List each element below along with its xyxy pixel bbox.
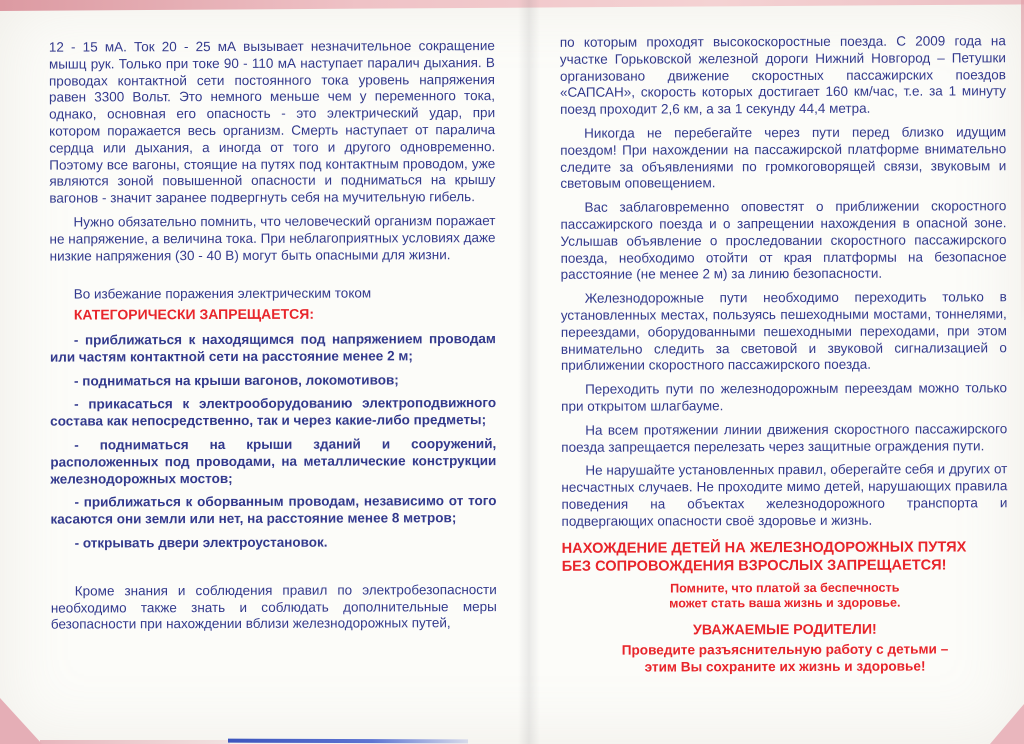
parents-note: Проведите разъяснительную работу с детьми – этим Вы сохраните их жизнь и здоровье! (621, 641, 949, 675)
right-page-column (560, 33, 1008, 676)
prohibition-item: - открывать двери электроустановок. (74, 534, 328, 551)
prohibition-item: - приближаться к находящимся под напряжением проводам или частям контактной сети на расстояние менее 2 м; (49, 331, 496, 365)
body-paragraph: Не нарушайте установленных правил, оберегайте себя и других от несчастных случаев. Не проходите мимо детей, нарушающих правила поведения на объектах железнодорожного транспорта и подвергающих опасности своё здоровье и жизнь. (561, 461, 1008, 529)
body-paragraph: по которым проходят высокоскоростные поезда. С 2009 года на участке Горьковской железной дороги Нижний Новгород – Петушки организовано движение скоростных пассажирских поездов «САПСАН», скорость которых достигает 160 км/час, т.е. за 1 минуту поезд проходит 2,6 км, а за 1 секунду 44,4 метра. (559, 33, 1007, 118)
red-warning-block (562, 538, 1008, 676)
body-paragraph: 12 - 15 мА. Ток 20 - 25 мА вызывает незначительное сокращение мышц рук. Только при токе 90 - 110 мА наступает паралич дыхания. В проводах контактной сети постоянного тока уровень напряжения равен 3300 Вольт. Это немного меньше чем у переменного тока, однако, основная его опасность - это электрический удар, при котором поражается весь организм. Смерть наступает от паралича сердца или дыхания, а иногда от того и другого одновременно. Поэтому все вагоны, стоящие на путях под контактным проводом, уже являются зоной повышенной опасности и подниматься на крышу вагонов - значит заранее подвергнуть себя на мучительную гибель. (48, 38, 496, 206)
prohibition-item: - прикасаться к электрооборудованию электроподвижного состава как непосредственно, так и через какие-либо предметы; (50, 395, 497, 429)
body-paragraph: Никогда не перебегайте через пути перед близко идущим поездом! При нахождении на пассажирской платформе внимательно следите за объявлениями по громкоговорящей связи, звуковым и световым оповещением. (560, 124, 1007, 192)
body-paragraph: Вас заблаговременно оповестят о приближении скоростного пассажирского поезда и о запрещении нахождения в опасной зоне. Услышав объявление о проследовании скоростного пассажирского поезда, необходимо отойти от края платформы на безопасное расстояние (не менее 2 м) за линию безопасности. (560, 198, 1007, 283)
prohibition-item: - подниматься на крыши вагонов, локомотивов; (74, 371, 399, 389)
body-paragraph: Переходить пути по железнодорожным переездам можно только при открытом шлагбауме. (561, 380, 1008, 414)
warning-title: КАТЕГОРИЧЕСКИ ЗАПРЕЩАЕТСЯ: (73, 305, 315, 323)
dear-parents-heading: УВАЖАЕМЫЕ РОДИТЕЛИ! (693, 621, 877, 639)
body-paragraph: Нужно обязательно помнить, что человеческий организм поражает не напряжение, а величина тока. При неблагоприятных условиях даже низкие напряжения (30 - 40 В) могут быть опасными для жизни. (49, 213, 496, 264)
body-paragraph: Кроме знания и соблюдения правил по электробезопасности необходимо также знать и соблюдать дополнительные меры безопасности при нахождении вблизи железнодорожных путей, (50, 581, 497, 632)
carelessness-note: Помните, что платой за беспечность может стать ваша жизнь и здоровье. (669, 580, 901, 611)
body-paragraph: На всем протяжении линии движения скоростного пассажирского поезда запрещается перелезать через защитные ограждения пути. (561, 421, 1008, 455)
children-prohibition-heading: НАХОЖДЕНИЕ ДЕТЕЙ НА ЖЕЛЕЗНОДОРОЖНЫХ ПУТЯХ БЕЗ СОПРОВОЖДЕНИЯ ВЗРОСЛЫХ ЗАПРЕЩАЕТСЯ! (561, 538, 967, 575)
warning-intro: Во избежание поражения электрическим током (73, 285, 372, 302)
prohibition-item: - подниматься на крыши зданий и сооружений, расположенных под проводами, на металлические конструкции железнодорожных мостов; (50, 435, 497, 487)
left-page-column (49, 38, 497, 641)
prohibition-item: - приближаться к оборванным проводам, независимо от того касаются они земли или нет, на расстояние менее 8 метров; (50, 493, 497, 527)
body-paragraph: Железнодорожные пути необходимо переходить только в установленных местах, пользуясь пешеходными мостами, тоннелями, переездами, оборудованными пешеходными переходами, при этом внимательно следить за световой и звуковой сигнализацией о приближении скоростного пассажирского поезда. (560, 289, 1007, 374)
